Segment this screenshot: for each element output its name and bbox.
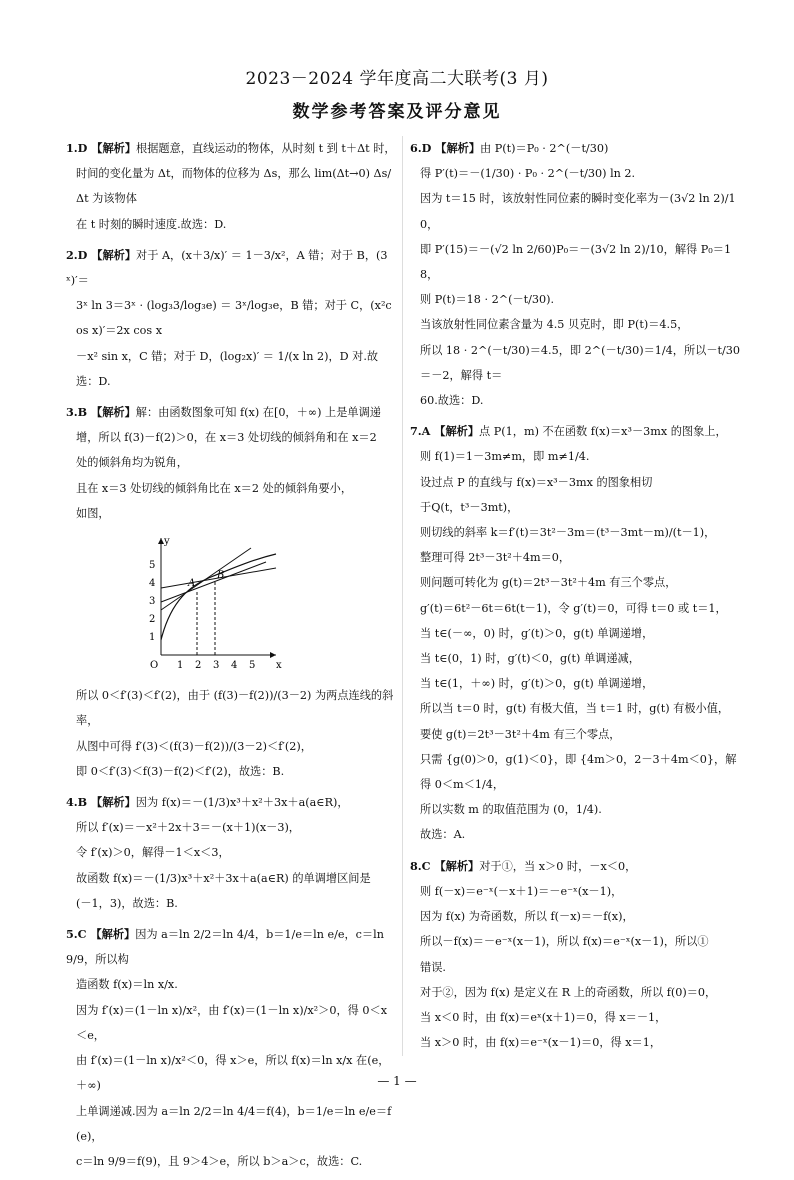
answer-8-line: 则 f(－x)＝e⁻ˣ(－x＋1)＝－e⁻ˣ(x－1)，: [420, 884, 623, 898]
point-a-label: A: [188, 578, 196, 590]
answer-3-line: 如图，: [76, 506, 110, 520]
answer-6-line: 由 P(t)＝P₀ · 2^(－t/30): [480, 142, 609, 155]
answer-7-line: 于Q(t，t³－3mt)，: [420, 500, 519, 514]
answer-5: [66, 922, 396, 1174]
answer-7-head: 7.A 【解析】: [410, 424, 480, 439]
function-curve: [161, 554, 276, 640]
answer-5-line: 上单调递减.因为 a＝ln 2/2＝ln 4/4＝f(4)，b＝1/e＝ln e/e＝f(e)，: [76, 1104, 392, 1143]
y-tick-label: 2: [149, 614, 156, 626]
answer-4-line: 所以 f′(x)＝－x²＋2x＋3＝－(x＋1)(x－3)，: [76, 821, 300, 835]
x-axis-arrow: [270, 652, 276, 658]
answer-5-line: 因为 a＝ln 2/2＝ln 4/4，b＝1/e＝ln e/e，c＝ln 9/9，所以构: [66, 928, 384, 967]
answer-4-line: 因为 f(x)＝－(1/3)x³＋x²＋3x＋a(a∈R)，: [135, 796, 349, 810]
tangent-figure: [136, 530, 286, 670]
answer-4-head: 4.B 【解析】: [66, 795, 136, 810]
answer-4-line: (－1，3)，故选：B.: [76, 896, 178, 910]
answer-5-line: 由 f′(x)＝(1－ln x)/x²＜0，得 x＞e，所以 f(x)＝ln x/x 在(e，＋∞): [76, 1054, 390, 1093]
y-tick-label: 1: [149, 632, 156, 644]
answer-3-line: 且在 x＝3 处切线的倾斜角比在 x＝2 处的倾斜角要小，: [76, 481, 353, 495]
answer-4-line: 令 f′(x)＞0，解得－1＜x＜3，: [76, 846, 230, 860]
answer-3-line: 从图中可得 f′(3)＜(f(3)－f(2))/(3－2)＜f′(2)，: [76, 739, 312, 753]
answer-6-line: 60.故选：D.: [420, 394, 484, 408]
answer-6-line: 因为 t＝15 时，该放射性同位素的瞬时变化率为－(3√2 ln 2)/10，: [420, 192, 736, 231]
answer-7-line: 点 P(1，m) 不在函数 f(x)＝x³－3mx 的图象上，: [479, 425, 727, 439]
header: [0, 64, 794, 122]
answer-5-line: 因为 f′(x)＝(1－ln x)/x²，由 f′(x)＝(1－ln x)/x²＞0，得 0＜x＜e，: [76, 1003, 388, 1042]
column-divider: [402, 136, 403, 1056]
answer-1: [66, 136, 396, 237]
y-tick-label: 3: [149, 596, 156, 608]
answer-5-head: 5.C 【解析】: [66, 927, 136, 942]
answer-7-line: 所以当 t＝0 时，g(t) 有极大值，当 t＝1 时，g(t) 有极小值，: [420, 702, 730, 716]
x-tick-label: 1: [177, 660, 184, 671]
answer-4: [66, 790, 396, 916]
answer-1-line: 在 t 时刻的瞬时速度.故选：D.: [76, 217, 227, 231]
answer-3-line: 增，所以 f(3)－f(2)＞0，在 x＝3 处切线的倾斜角和在 x＝2: [76, 431, 377, 445]
page-title: 2023－2024 学年度高二大联考(3 月): [245, 69, 549, 89]
answer-3: [66, 400, 396, 784]
answer-7-line: 当 t∈(1，＋∞) 时，g′(t)＞0，g(t) 单调递增，: [420, 677, 654, 691]
answer-6: [410, 136, 740, 413]
answer-7-line: 则问题可转化为 g(t)＝2t³－3t²＋4m 有三个零点，: [420, 576, 677, 590]
answer-8-line: 因为 f(x) 为奇函数，所以 f(－x)＝－f(x)，: [420, 910, 634, 924]
answer-3-line: 解：由函数图象可知 f(x) 在[0，＋∞) 上是单调递: [135, 406, 381, 420]
x-tick-label: 3: [213, 660, 220, 671]
answer-3-line: 所以 0＜f′(3)＜f′(2)，由于 (f(3)－f(2))/(3－2) 为两点连线的斜率，: [76, 689, 394, 728]
answer-4-line: 故函数 f(x)＝－(1/3)x³＋x²＋3x＋a(a∈R) 的单调增区间是: [76, 871, 371, 885]
x-tick-label: 4: [231, 660, 238, 671]
page-number: — 1 —: [377, 1074, 417, 1088]
answer-6-line: 则 P(t)＝18 · 2^(－t/30).: [420, 293, 555, 307]
answer-8-line: 所以－f(x)＝－e⁻ˣ(x－1)，所以 f(x)＝e⁻ˣ(x－1)，所以①: [420, 935, 709, 949]
answer-2-head: 2.D 【解析】: [66, 247, 137, 262]
answer-7-line: 设过点 P 的直线与 f(x)＝x³－3mx 的图象相切: [420, 475, 653, 489]
answer-2: [66, 243, 396, 394]
answer-3-head: 3.B 【解析】: [66, 405, 136, 420]
answer-3-line: 即 0＜f′(3)＜f(3)－f(2)＜f′(2)，故选：B.: [76, 764, 285, 778]
answer-7-line: 则切线的斜率 k＝f′(t)＝3t²－3m＝(t³－3mt－m)/(t－1)，: [420, 526, 716, 540]
answer-7-line: 整理可得 2t³－3t²＋4m＝0，: [420, 551, 571, 565]
x-tick-label: 2: [195, 660, 202, 671]
answer-8-line: 对于②，因为 f(x) 是定义在 R 上的奇函数，所以 f(0)＝0，: [420, 985, 717, 999]
origin-label: O: [150, 660, 159, 671]
secant-line: [161, 562, 266, 602]
answer-7-line: 当 t∈(－∞，0) 时，g′(t)＞0，g(t) 单调递增，: [420, 626, 654, 640]
answer-8-line: 错误.: [420, 960, 446, 974]
answer-7-line: 要使 g(t)＝2t³－3t²＋4m 有三个零点，: [420, 727, 621, 741]
answer-6-line: 当该放射性同位素含量为 4.5 贝克时，即 P(t)＝4.5，: [420, 318, 689, 332]
answer-6-head: 6.D 【解析】: [410, 141, 481, 155]
answer-7-line: 当 t∈(0，1) 时，g′(t)＜0，g(t) 单调递减，: [420, 652, 640, 666]
y-tick-label: 4: [149, 578, 156, 590]
y-axis-label: y: [164, 536, 170, 548]
answer-8-line: 当 x＜0 时，由 f(x)＝eˣ(x＋1)＝0，得 x＝－1，: [420, 1010, 667, 1024]
answer-7-line: 则 f(1)＝1－3m≠m，即 m≠1/4.: [420, 450, 590, 464]
answer-8-line: 当 x＞0 时，由 f(x)＝e⁻ˣ(x－1)＝0，得 x＝1，: [420, 1036, 662, 1050]
answer-8: [410, 854, 740, 1056]
answer-1-head: 1.D 【解析】: [66, 141, 137, 155]
answer-5-line: 造函数 f(x)＝ln x/x.: [76, 978, 178, 992]
answer-7-line: 只需 {g(0)＞0，g(1)＜0}，即 {4m＞0，2－3＋4m＜0}，解得 0＜m＜1/4，: [420, 752, 737, 792]
answer-8-line: 对于①，当 x＞0 时，－x＜0，: [479, 859, 637, 873]
answer-7: [410, 419, 740, 847]
left-column: [66, 136, 396, 1180]
point-b-label: B: [217, 570, 225, 582]
answer-6-line: 所以 18 · 2^(－t/30)＝4.5，即 2^(－t/30)＝1/4，所以－t/30＝－2，解得 t＝: [420, 343, 741, 382]
answer-6-line: 得 P′(t)＝－(1/30) · P₀ · 2^(－t/30) ln 2.: [420, 167, 636, 181]
answer-1-line: 时间的变化量为 Δt，而物体的位移为 Δs，那么 lim(Δt→0) Δs/Δt 为该物体: [76, 167, 392, 206]
answer-2-line: －x² sin x，C 错；对于 D，(log₂x)′ ＝ 1/(x ln 2)，D 对.故选：D.: [76, 349, 379, 388]
page-subtitle: 数学参考答案及评分意见: [292, 102, 502, 122]
right-column: [410, 136, 740, 1061]
answer-3-line: 处的倾斜角均为锐角，: [76, 456, 188, 470]
answer-6-line: 即 P′(15)＝－(√2 ln 2/60)P₀＝－(3√2 ln 2)/10，解得 P₀＝18，: [420, 242, 732, 282]
x-tick-label: 5: [249, 660, 256, 671]
answer-1-line: 根据题意，直线运动的物体，从时刻 t 到 t＋Δt 时，: [136, 142, 396, 155]
x-axis-label: x: [276, 660, 282, 671]
tangent-line: [161, 548, 251, 610]
answer-7-line: g′(t)＝6t²－6t＝6t(t－1)，令 g′(t)＝0，可得 t＝0 或 t＝1，: [420, 601, 727, 615]
answer-8-head: 8.C 【解析】: [410, 858, 480, 873]
answer-2-line: 3ˣ ln 3＝3ˣ · (log₃3/log₃e) ＝ 3ˣ/log₃e，B 错；对于 C，(x²cos x)′＝2x cos x: [76, 299, 392, 338]
y-tick-label: 5: [149, 560, 156, 572]
answer-2-line: 对于 A，(x＋3/x)′ ＝ 1－3/x²，A 错；对于 B，(3ˣ)′＝: [66, 248, 388, 288]
answer-5-line: c＝ln 9/9＝f(9)，且 9＞4＞e，所以 b＞a＞c，故选：C.: [76, 1154, 363, 1168]
answer-7-line: 故选：A.: [420, 828, 466, 842]
answer-7-line: 所以实数 m 的取值范围为 (0，1/4).: [420, 803, 602, 817]
